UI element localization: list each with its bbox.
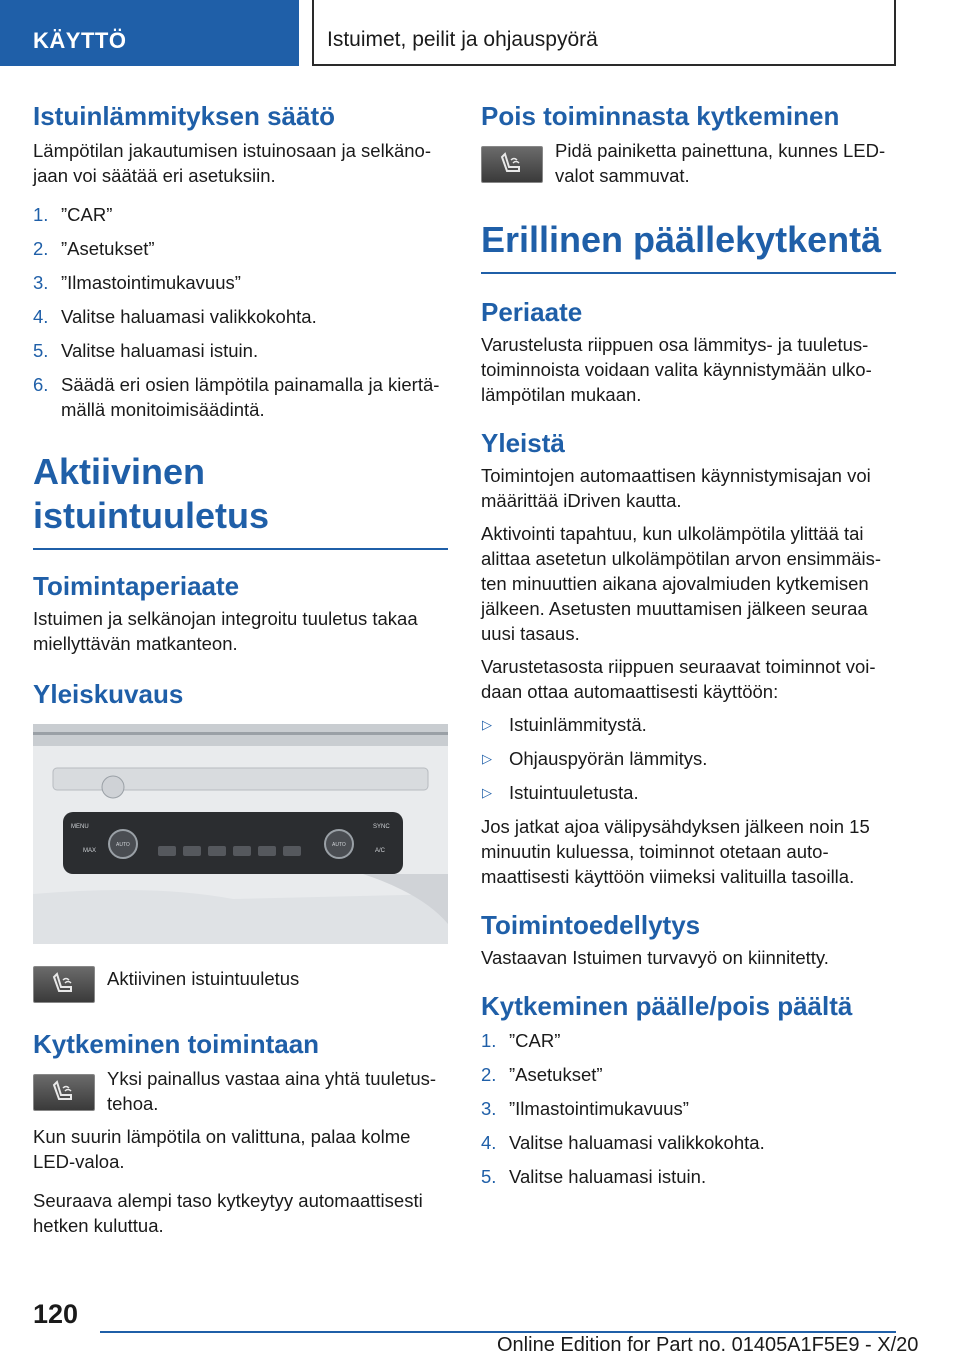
list-item: 3. ”Ilmastointimukavuus” bbox=[481, 1098, 689, 1119]
list-item: ▷ Istuintuuletusta. bbox=[482, 782, 639, 803]
edition-text: Online Edition for Part no. 01405A1F5E9 - X/20 bbox=[497, 1334, 919, 1356]
periaate-title: Periaate bbox=[481, 297, 583, 327]
ac-label: A/C bbox=[375, 848, 386, 854]
list-item: 2. ”Asetukset” bbox=[481, 1064, 603, 1085]
general-p2: Aktivointi tapahtuu, kun ulkolämpötila ylittää tai alittaa asetetun ulkolämpötilan arvon ensimmäisten minuuttien aikana ajovalmiuden kytkemisen jälkeen. Asetusten muuttamisen jälkeen seuraa uusi tasaus. bbox=[481, 523, 882, 644]
sync-label: SYNC bbox=[373, 824, 390, 830]
list-item: 1. ”CAR” bbox=[481, 1030, 561, 1051]
list-item: 6. Säädä eri osien lämpötila painamalla ja kiertämällä monitoimisäädintä. bbox=[33, 374, 440, 420]
seat-ventilation-icon[interactable] bbox=[33, 1074, 95, 1111]
principle-title: Toimintaperiaate bbox=[33, 571, 240, 601]
triangle-bullet-icon: ▷ bbox=[482, 785, 492, 800]
list-item: 4. Valitse haluamasi valikkokohta. bbox=[481, 1132, 765, 1153]
vent-title: Aktiivinen istuintuuletus bbox=[33, 450, 448, 550]
list-item: 5. Valitse haluamasi istuin. bbox=[33, 340, 259, 361]
heating-title: Istuinlämmityksen säätö bbox=[33, 101, 335, 131]
overview-icon-caption: Aktiivinen istuintuuletus bbox=[107, 968, 300, 989]
condition-text: Vastaavan Istuimen turvavyö on kiinnitetty. bbox=[481, 947, 829, 968]
general-p3: Varustetasosta riippuen seuraavat toiminnot voidaan ottaa automaattisesti käyttöön: bbox=[481, 656, 876, 702]
page-header bbox=[0, 0, 960, 66]
off-icon-text: Pidä painiketta painettuna, kunnes LED-valot sammuvat. bbox=[555, 140, 886, 186]
condition-title: Toimintoedellytys bbox=[481, 910, 701, 940]
switch-on-icon-row bbox=[33, 1066, 448, 1116]
periaate-text: Varustelusta riippuen osa lämmitys- ja tuuletustoiminnoista voidaan valita käynnistymään ulkolämpötilan mukaan. bbox=[481, 334, 872, 405]
switch-on-p2: Seuraava alempi taso kytkeytyy automaattisesti hetken kuluttua. bbox=[33, 1190, 423, 1236]
principle-text: Istuimen ja selkänojan integroitu tuuletus takaa miellyttävän matkanteon. bbox=[33, 608, 418, 654]
menu-label: MENU bbox=[71, 824, 89, 830]
general-p4: Jos jatkat ajoa välipysähdyksen jälkeen noin 15 minuutin kuluessa, toiminnot otetaan automaattisesti käyttöön viimeksi valituilla tasoilla. bbox=[481, 816, 870, 887]
auto-right-label: AUTO bbox=[332, 842, 346, 848]
overview-icon-row bbox=[33, 962, 448, 1002]
seat-ventilation-icon[interactable] bbox=[481, 146, 543, 183]
general-p1: Toimintojen automaattisen käynnistymisajan voi määrittää iDriven kautta. bbox=[481, 465, 871, 511]
seat-ventilation-icon[interactable] bbox=[33, 966, 95, 1003]
climate-panel-photo bbox=[33, 724, 448, 944]
left-column bbox=[33, 100, 448, 1238]
list-item: 2. ”Asetukset” bbox=[33, 238, 155, 259]
off-icon-row bbox=[481, 138, 896, 188]
switch-on-p1: Kun suurin lämpötila on valittuna, palaa kolme LED-valoa. bbox=[33, 1126, 411, 1172]
page-number: 120 bbox=[33, 1299, 79, 1329]
separate-title: Erillinen päällekytkentä bbox=[481, 218, 896, 274]
chapter-tab[interactable]: Istuimet, peilit ja ohjauspyörä bbox=[312, 0, 896, 66]
general-bullets bbox=[481, 712, 896, 805]
list-item: 5. Valitse haluamasi istuin. bbox=[481, 1166, 707, 1187]
switch-on-icon-text: Yksi painallus vastaa aina yhtä tuuletustehoa. bbox=[107, 1068, 437, 1114]
onoff-steps bbox=[481, 1028, 896, 1189]
auto-left-label: AUTO bbox=[116, 842, 130, 848]
list-item: ▷ Ohjauspyörän lämmitys. bbox=[482, 748, 708, 769]
onoff-title: Kytkeminen päälle/pois päältä bbox=[481, 991, 853, 1021]
list-item: 1. ”CAR” bbox=[33, 204, 113, 225]
switch-on-title: Kytkeminen toimintaan bbox=[33, 1029, 320, 1059]
off-title: Pois toiminnasta kytkeminen bbox=[481, 101, 840, 131]
list-item: 3. ”Ilmastointimukavuus” bbox=[33, 272, 241, 293]
triangle-bullet-icon: ▷ bbox=[482, 717, 492, 732]
section-tab[interactable]: KÄYTTÖ bbox=[0, 0, 299, 66]
list-item: ▷ Istuinlämmitystä. bbox=[482, 714, 647, 735]
overview-title: Yleiskuvaus bbox=[33, 679, 184, 709]
footer-divider bbox=[100, 1331, 896, 1333]
max-label: MAX bbox=[83, 848, 97, 854]
heating-intro: Lämpötilan jakautumisen istuinosaan ja selkänojaan voi säätää eri asetuksiin. bbox=[33, 140, 431, 186]
right-column bbox=[481, 100, 896, 1198]
general-title: Yleistä bbox=[481, 428, 565, 458]
heating-steps bbox=[33, 202, 448, 422]
triangle-bullet-icon: ▷ bbox=[482, 751, 492, 766]
list-item: 4. Valitse haluamasi valikkokohta. bbox=[33, 306, 317, 327]
